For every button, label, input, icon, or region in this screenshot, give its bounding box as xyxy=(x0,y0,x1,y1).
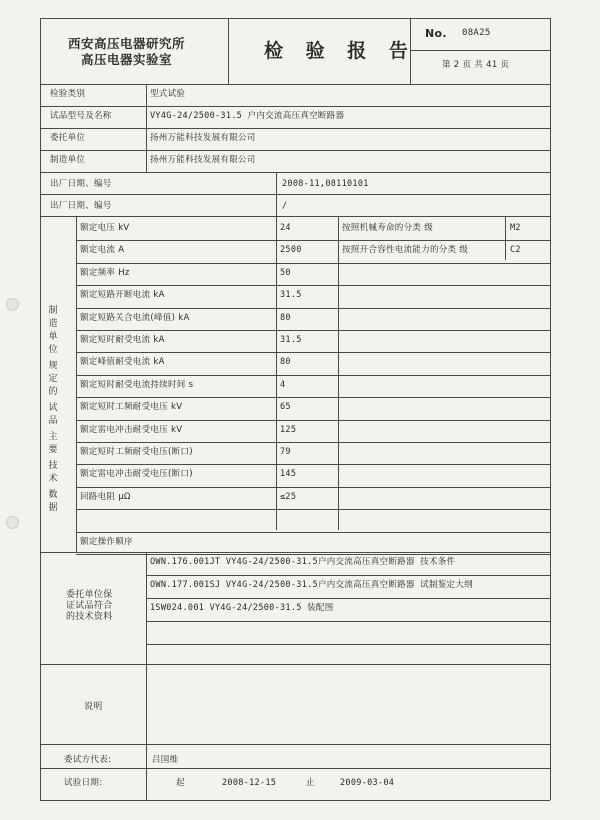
label-inspection-type: 检验类别 xyxy=(50,89,86,99)
grid-line xyxy=(228,18,229,84)
report-title: 检 验 报 告 xyxy=(264,40,416,62)
grid-line xyxy=(40,664,550,665)
report-no-label: No. xyxy=(425,27,447,40)
rating-value: 80 xyxy=(280,357,291,367)
rating-label: 额定短时耐受电流持续时间 s xyxy=(80,380,194,390)
grid-line xyxy=(146,644,550,645)
rating-label: 额定电压 kV xyxy=(80,223,130,233)
grid-line xyxy=(76,330,550,331)
rating-value: 145 xyxy=(280,469,297,479)
grid-line xyxy=(550,18,551,800)
test-date-to: 2009-03-04 xyxy=(340,778,395,788)
grid-line xyxy=(40,150,550,151)
grid-line xyxy=(40,768,550,769)
side-label-char: 术 xyxy=(48,474,58,484)
org-name-line1: 西安高压电器研究所 xyxy=(68,36,186,51)
grid-line xyxy=(76,375,550,376)
rating-label: 额定峰值耐受电流 kA xyxy=(80,357,165,367)
representative-value: 吕国维 xyxy=(152,755,179,765)
side-label-char: 技 xyxy=(48,461,58,471)
tech-docs-label-line2: 证试品符合 xyxy=(66,601,113,611)
grid-line xyxy=(76,532,550,533)
test-date-from-label: 起 xyxy=(176,778,185,788)
rating-value: 31.5 xyxy=(280,290,302,300)
grid-line xyxy=(40,744,550,745)
rating-value: 125 xyxy=(280,425,297,435)
grid-line xyxy=(505,216,506,260)
grid-line xyxy=(76,240,550,241)
grid-line xyxy=(76,554,550,555)
test-date-to-label: 止 xyxy=(306,778,315,788)
label-factory-date-2: 出厂日期、编号 xyxy=(50,201,112,211)
mech-endurance-label: 按照机械寿命的分类 级 xyxy=(342,223,434,233)
grid-line xyxy=(146,598,550,599)
rating-value: 80 xyxy=(280,313,291,323)
grid-line xyxy=(146,575,550,576)
value-manufacturer: 扬州万能科技发展有限公司 xyxy=(150,155,256,165)
grid-line xyxy=(40,106,550,107)
side-label-char: 位 xyxy=(48,345,58,355)
rating-label: 回路电阻 μΩ xyxy=(80,492,131,502)
tech-doc-item: OWN.177.001SJ VY4G-24/2500-31.5户内交流高压真空断路器 试制鉴定大纲 xyxy=(150,580,473,590)
grid-line xyxy=(76,263,550,264)
grid-line xyxy=(40,128,550,129)
grid-line xyxy=(40,18,550,19)
test-date-from: 2008-12-15 xyxy=(222,778,277,788)
rating-value: 65 xyxy=(280,402,291,412)
grid-line xyxy=(146,84,147,172)
grid-line xyxy=(410,50,550,51)
grid-line xyxy=(76,216,77,552)
grid-line xyxy=(40,84,550,85)
value-inspection-type: 型式试验 xyxy=(150,89,186,99)
value-factory-date: 2008-11,08110101 xyxy=(282,179,369,189)
grid-line xyxy=(338,216,339,530)
rating-label: 额定电流 A xyxy=(80,245,125,255)
punch-hole xyxy=(6,298,19,311)
grid-line xyxy=(76,397,550,398)
tech-doc-item: 1SW024.001 VY4G-24/2500-31.5 装配图 xyxy=(150,603,334,613)
rating-label: 额定操作顺序 xyxy=(80,537,133,547)
grid-line xyxy=(76,420,550,421)
side-label-char: 单 xyxy=(48,332,58,342)
rating-value: 4 xyxy=(280,380,286,390)
value-client: 扬州万能科技发展有限公司 xyxy=(150,133,256,143)
grid-line xyxy=(76,308,550,309)
rating-value: 2500 xyxy=(280,245,302,255)
rating-label: 额定短时耐受电流 kA xyxy=(80,335,165,345)
side-label-char: 造 xyxy=(48,319,58,329)
side-label-char: 据 xyxy=(48,503,58,513)
value-factory-date-2: / xyxy=(282,201,288,211)
side-label-char: 数 xyxy=(48,490,58,500)
label-manufacturer: 制造单位 xyxy=(50,155,86,165)
grid-line xyxy=(76,509,550,510)
side-label-char: 的 xyxy=(48,387,58,397)
capacitive-class-value: C2 xyxy=(510,245,521,255)
grid-line xyxy=(76,487,550,488)
side-label-char: 试 xyxy=(48,403,58,413)
grid-line xyxy=(76,352,550,353)
rating-label: 额定雷电冲击耐受电压(断口) xyxy=(80,469,193,479)
rating-label: 额定短路关合电流(峰值) kA xyxy=(80,313,190,323)
org-name-line2: 高压电器实验室 xyxy=(81,52,173,67)
page-info: 第 2 页 共 41 页 xyxy=(442,60,510,70)
rating-label: 额定短时工频耐受电压 kV xyxy=(80,402,183,412)
grid-line xyxy=(146,552,147,800)
report-no-value: 08A25 xyxy=(462,28,491,38)
punch-hole xyxy=(6,516,19,529)
rating-label: 额定短路开断电流 kA xyxy=(80,290,165,300)
grid-line xyxy=(276,172,277,216)
side-label-char: 定 xyxy=(48,374,58,384)
tech-doc-item: OWN.176.001JT VY4G-24/2500-31.5户内交流高压真空断路器 技术条件 xyxy=(150,557,456,567)
rating-value: 31.5 xyxy=(280,335,302,345)
grid-line xyxy=(40,800,550,801)
side-label-char: 要 xyxy=(48,445,58,455)
tech-docs-label-line1: 委托单位保 xyxy=(66,590,113,600)
rating-label: 额定短时工频耐受电压(断口) xyxy=(80,447,193,457)
label-factory-date: 出厂日期、编号 xyxy=(50,179,112,189)
rating-label: 额定雷电冲击耐受电压 kV xyxy=(80,425,183,435)
grid-line xyxy=(76,285,550,286)
grid-line xyxy=(410,18,411,84)
value-sample-model: VY4G-24/2500-31.5 户内交流高压真空断路器 xyxy=(150,111,345,121)
ratings-side-label xyxy=(46,307,60,517)
side-label-char: 制 xyxy=(48,306,58,316)
grid-line xyxy=(76,442,550,443)
rating-value: 50 xyxy=(280,268,291,278)
grid-line xyxy=(40,172,550,173)
grid-line xyxy=(276,216,277,530)
grid-line xyxy=(146,621,550,622)
tech-docs-label-line3: 的技术资料 xyxy=(66,612,113,622)
capacitive-class-label: 按照开合容性电流能力的分类 级 xyxy=(342,245,469,255)
label-client: 委托单位 xyxy=(50,133,86,143)
grid-line xyxy=(40,18,41,800)
grid-line xyxy=(76,464,550,465)
grid-line xyxy=(40,194,550,195)
side-label-char: 规 xyxy=(48,361,58,371)
grid-line xyxy=(40,552,550,553)
rating-value: 24 xyxy=(280,223,291,233)
test-date-label: 试验日期: xyxy=(64,778,103,788)
label-sample-model: 试品型号及名称 xyxy=(50,111,112,121)
representative-label: 委试方代表: xyxy=(64,755,112,765)
side-label-char: 主 xyxy=(48,432,58,442)
notes-label: 说明 xyxy=(84,702,103,712)
grid-line xyxy=(40,216,550,217)
side-label-char: 品 xyxy=(48,416,58,426)
rating-label: 额定频率 Hz xyxy=(80,268,130,278)
rating-value: ≤25 xyxy=(280,492,297,502)
rating-value: 79 xyxy=(280,447,291,457)
mech-endurance-value: M2 xyxy=(510,223,521,233)
